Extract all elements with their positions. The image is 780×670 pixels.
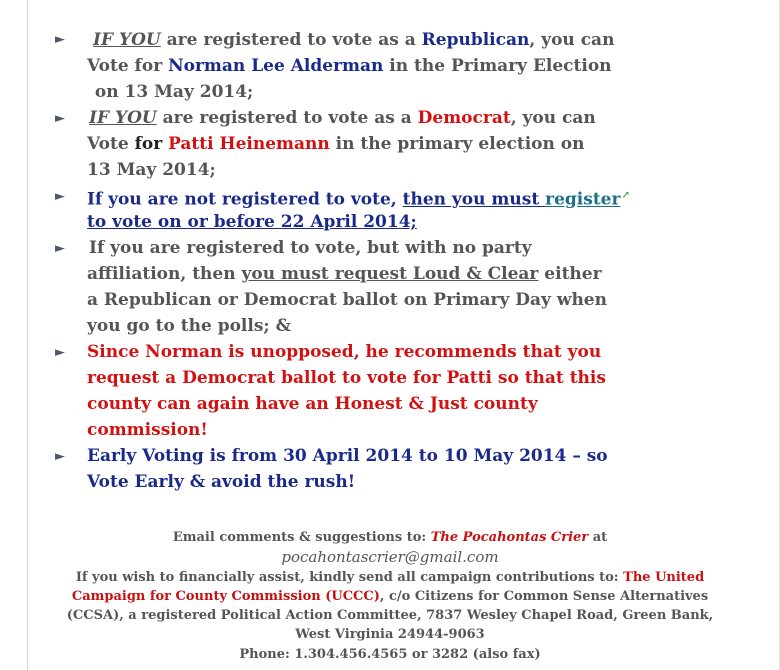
bullet-line: county can again have an Honest & Just county — [87, 394, 538, 414]
footer-assist-line-3: (CCSA), a registered Political Action Committee, 7837 Wesley Chapel Road, Green Bank, — [66, 608, 714, 623]
bullet-line: you go to the polls; & — [87, 316, 291, 336]
bullet-item-republican — [87, 27, 687, 105]
bullet-line: Vote for Norman Lee Alderman in the Primary Election — [87, 56, 612, 76]
bullet-line: on 13 May 2014; — [89, 82, 254, 102]
candidate-alderman: Norman Lee Alderman — [168, 56, 384, 76]
bullet-triangle-icon: ► — [55, 449, 65, 464]
party-republican: Republican — [421, 30, 530, 50]
footer-assist-line-2: Campaign for County Commission (UCCC), c/o Citizens for Common Sense Alternatives — [71, 589, 709, 604]
footer-email-line: Email comments & suggestions to: The Pocahontas Crier at — [172, 530, 608, 545]
bullet-line: Vote for Patti Heinemann in the primary election on — [87, 134, 585, 154]
footer-phone: Phone: 1.304.456.4565 or 3282 (also fax) — [239, 647, 541, 662]
bullet-line: Early Voting is from 30 April 2014 to 10 May 2014 – so — [87, 446, 608, 466]
bullet-line: If you are not registered to vote, then you must register↗ — [87, 189, 630, 210]
bullet-line: IF YOU are registered to vote as a Democrat, you can — [89, 108, 596, 128]
bullet-line: affiliation, then you must request Loud & Clear either — [87, 264, 602, 284]
footer-assist-line-1: If you wish to financially assist, kindly send all campaign contributions to: The United — [75, 570, 705, 585]
bullet-line: IF YOU are registered to vote as a Republican, you can — [93, 30, 615, 50]
if-you-text: IF YOU — [89, 108, 157, 128]
bullet-line: commission! — [87, 420, 208, 440]
footer-assist-line-4: West Virginia 24944-9063 — [295, 627, 485, 642]
bullet-item-no-party — [87, 235, 687, 339]
register-link[interactable]: register — [545, 189, 621, 210]
bullet-line: If you are registered to vote, but with no party — [89, 238, 532, 258]
bullet-line: 13 May 2014; — [87, 160, 216, 180]
bullet-item-democrat — [87, 105, 687, 183]
bullet-line: Since Norman is unopposed, he recommends that you — [87, 342, 602, 362]
candidate-heinemann: Patti Heinemann — [168, 134, 330, 154]
bullet-item-early-voting — [87, 443, 687, 495]
bullet-line: a Republican or Democrat ballot on Primary Day when — [87, 290, 607, 310]
if-you-text: IF YOU — [93, 30, 161, 50]
bullet-line: to vote on or before 22 April 2014; — [87, 212, 417, 232]
external-link-icon: ↗ — [621, 190, 630, 201]
party-democrat: Democrat — [417, 108, 511, 128]
bullet-triangle-icon: ► — [55, 32, 65, 47]
bullet-triangle-icon: ► — [55, 241, 65, 256]
bullet-line: request a Democrat ballot to vote for Patti so that this — [87, 368, 606, 388]
bullet-item-recommendation — [87, 339, 687, 443]
footer-email — [0, 548, 780, 568]
bullet-item-register — [87, 183, 687, 235]
crier-name: The Pocahontas Crier — [430, 530, 589, 545]
bullet-triangle-icon: ► — [55, 189, 65, 204]
bullet-triangle-icon: ► — [55, 345, 65, 360]
email-link[interactable]: pocahontascrier@gmail.com — [281, 548, 499, 566]
bullet-triangle-icon: ► — [55, 111, 65, 126]
bullet-line: Vote Early & avoid the rush! — [87, 472, 356, 492]
uccc-name: Campaign for County Commission (UCCC) — [71, 589, 380, 604]
